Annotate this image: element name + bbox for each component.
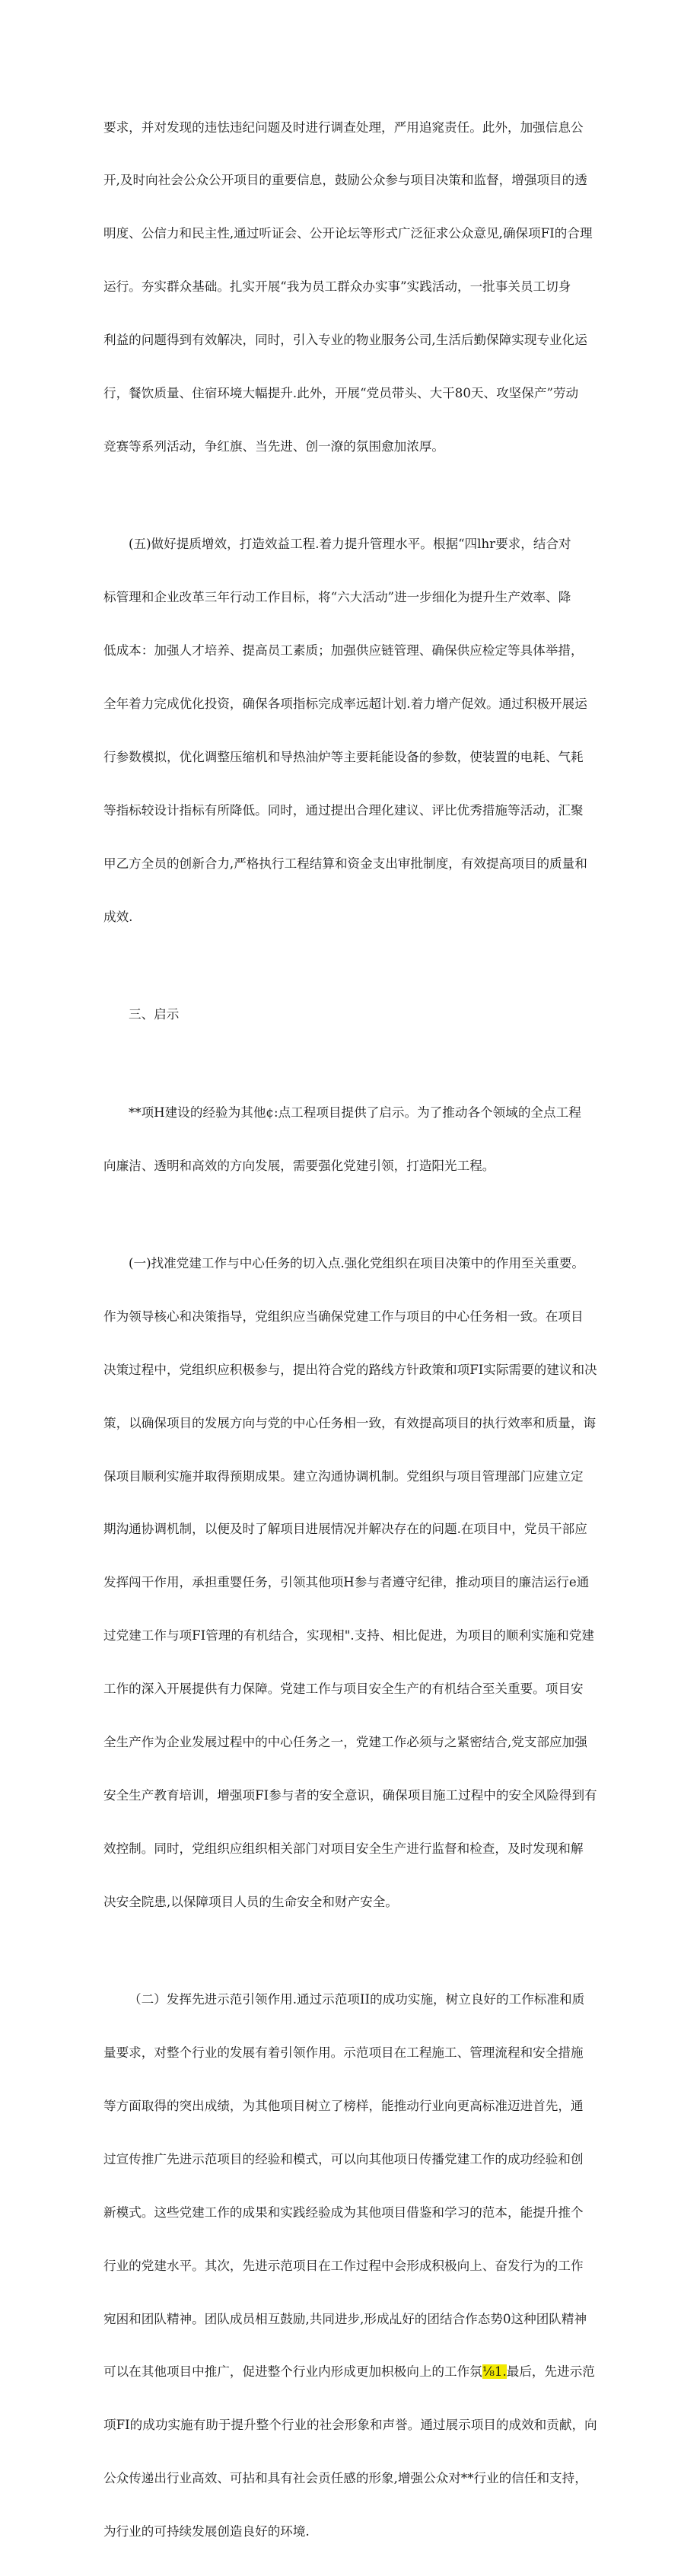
text-line: 标管理和企业改革三年行动工作目标，将“六大活动”进一步细化为提升生产效率、降 [103,590,571,605]
text-line: 发挥闯干作用，承担重婴任务，引领其他项H参与者遵守纪律，推动项目的廉洁运行e通 [103,1575,590,1590]
text-line: 等方面取得的突出成绩，为其他项目树立了榜样，能推动行业向更高标准迈进首先，通 [103,2098,584,2113]
paragraph-party-building [103,1219,606,1946]
text-line [103,2363,606,2380]
text-line: 公众传递出行业高效、可拈和具有社会贡任感的形象,增强公众对**行业的信任和支持， [103,2471,587,2486]
text-line: 甲乙方全员的创新合力,严格执行工程结算和资金支出审批制度，有效提高项目的质量和 [103,856,587,871]
section-heading-insights [103,971,606,1059]
text-line: 要求，并对发现的违怯违纪问题及时进行调查处理，严用追窕责任。此外，加强信息公 [103,120,584,135]
text-line: 安全生产教育培训，增强项FI参与者的安全意识，确保项目施工过程中的安全风险得到有 [103,1787,597,1803]
text-line: 竞赛等系列活动，争红旗、当先进、创一潦的氛围愈加浓厚。 [103,438,445,454]
text-line: 成效. [103,909,133,924]
text-line: 期沟通协调机制，以便及时了解项目进展情况并解决存在的问题.在项目中，党员干部应 [103,1522,587,1537]
text-line: 行参数模拟，优化调整压缩机和导热油炉等主要耗能设备的参数，使装置的电耗、气耗 [103,749,584,764]
text-segment: 可以在其他项目中推广，促进整个行业内形成更加枳极向上的工作氛 [103,2364,482,2380]
text-line: 向廉洁、透明和高效的方向发展，需要强化党建引领，打造阳光工程。 [103,1158,495,1173]
highlighted-text: ⅛1. [482,2364,507,2380]
paragraph-demonstration [103,1956,606,2576]
text-segment: 最后，先进示范 [506,2364,595,2380]
text-line: 低成本：加强人才培养、提高员工素质；加强供应链管理、确保供应检定等具体举措， [103,643,584,658]
text-line: (一)找准党建工作与中心任务的切入点.强化党组织在项目决策中的作用至关重要。 [129,1256,585,1270]
text-line: 运行。夯实群众基础。扎实开展“我为员工群众办实事”实践活动，一批事关员工切身 [103,279,571,295]
text-line: 作为领导核心和决策指导，党组织应当确保党建工作与项目的中心任务相一致。在项目 [103,1309,584,1324]
document-page [103,83,606,2576]
text-line: 全生产作为企业发展过程中的中心任务之一，党建工作必须与之紧密结合,党支部应加强 [103,1735,587,1750]
text-line: **项H建设的经验为其他¢:点工程项目提供了启示。为了推动各个领域的全点工程 [129,1105,581,1120]
text-line: （二）发挥先进示范引领作用.通过示范项II的成功实施，树立良好的工作标准和质 [129,1992,585,2007]
text-line: 保项目顺利实施并取得预期成果。建立沟通协调机制。党组织与项目管理部门应建立定 [103,1468,584,1484]
text-line: 行业的党建水平。其次，先进示范项目在工作过程中会形成积极向上、奋发行为的工作 [103,2258,584,2273]
text-line: 过党建工作与项FI管理的有机结合，实现相".支持、相比促进，为项目的顺利实施和党建 [103,1628,594,1643]
text-line: (五)做好提质增效，打造效益工程.着力提升管理水平。根据“四lhr要求，结合对 [129,537,571,552]
text-line: 宛困和团队精神。团队成员相互鼓励,共同进步,形成乩好的团结合作态势0这种团队精神 [103,2311,587,2326]
text-line: 行，餐饮质量、住宿环境大幅提升.此外，开展“党员带头、大干80天、攻坚保产”劳动 [103,386,579,401]
text-line: 效控制。同时，党组织应组织相关部门对项目安全生产进行监督和检查，及时发现和解 [103,1841,584,1856]
text-line: 为行业的可持续发展创造良好的环境. [103,2524,310,2539]
text-line: 利益的问题得到有效解决，同时，引入专业的物业服务公司,生活后勤保障实现专业化运 [103,333,587,348]
text-line: 策，以确保项目的发展方向与党的中心任务相一致，有效提高项目的执行效率和质量，诲 [103,1415,597,1430]
text-line: 决安全院患,以保障项目人员的生命安全和财产安全。 [103,1894,398,1909]
text-line: 过宣传推广先进示范项目的经验和模式，可以向其他项日传播党建工作的成功经验和创 [103,2151,584,2166]
paragraph-supervision [103,83,606,491]
text-line: 新模式。这些党建工作的成果和实践经验成为其他项目借鉴和学习的范本，能提升推个 [103,2205,584,2220]
text-line: 明度、公信力和民主性,通过听证会、公开论坛等形式广泛征求公众意见,确保项FI的合理 [103,226,593,241]
text-line: 工作的深入开展提供有力保障。党建工作与项目安全生产的有机结合至关重要。项目安 [103,1682,584,1697]
text-line: 等指标较设计指标有所降低。同时，通过提出合理化建议、评比优秀措施等活动，汇聚 [103,802,584,818]
text-line: 开,及时向社会公众公开项目的重要信息，鼓励公众参与项目决策和监督，增强项目的透 [103,173,587,188]
text-line: 决策过程中，党组织应积极参与，提出符合党的路线方针政策和项FI实际需要的建议和决 [103,1362,597,1377]
section-heading: 三、启示 [129,1007,180,1022]
text-line: 全年着力完成优化投资，确保各项指标完成率远超计划.着力增产促效。通过积极开展运 [103,697,587,712]
text-line: 量要求，对整个行业的发展有着引领作用。示范项目在工程施工、管理流程和安全措施 [103,2045,584,2061]
paragraph-efficiency [103,500,606,961]
paragraph-insights-intro [103,1068,606,1210]
text-line: 项FI的成功实施有助于提升整个行业的社会形象和声誉。通过展示项目的成效和贡献，向 [103,2418,597,2433]
